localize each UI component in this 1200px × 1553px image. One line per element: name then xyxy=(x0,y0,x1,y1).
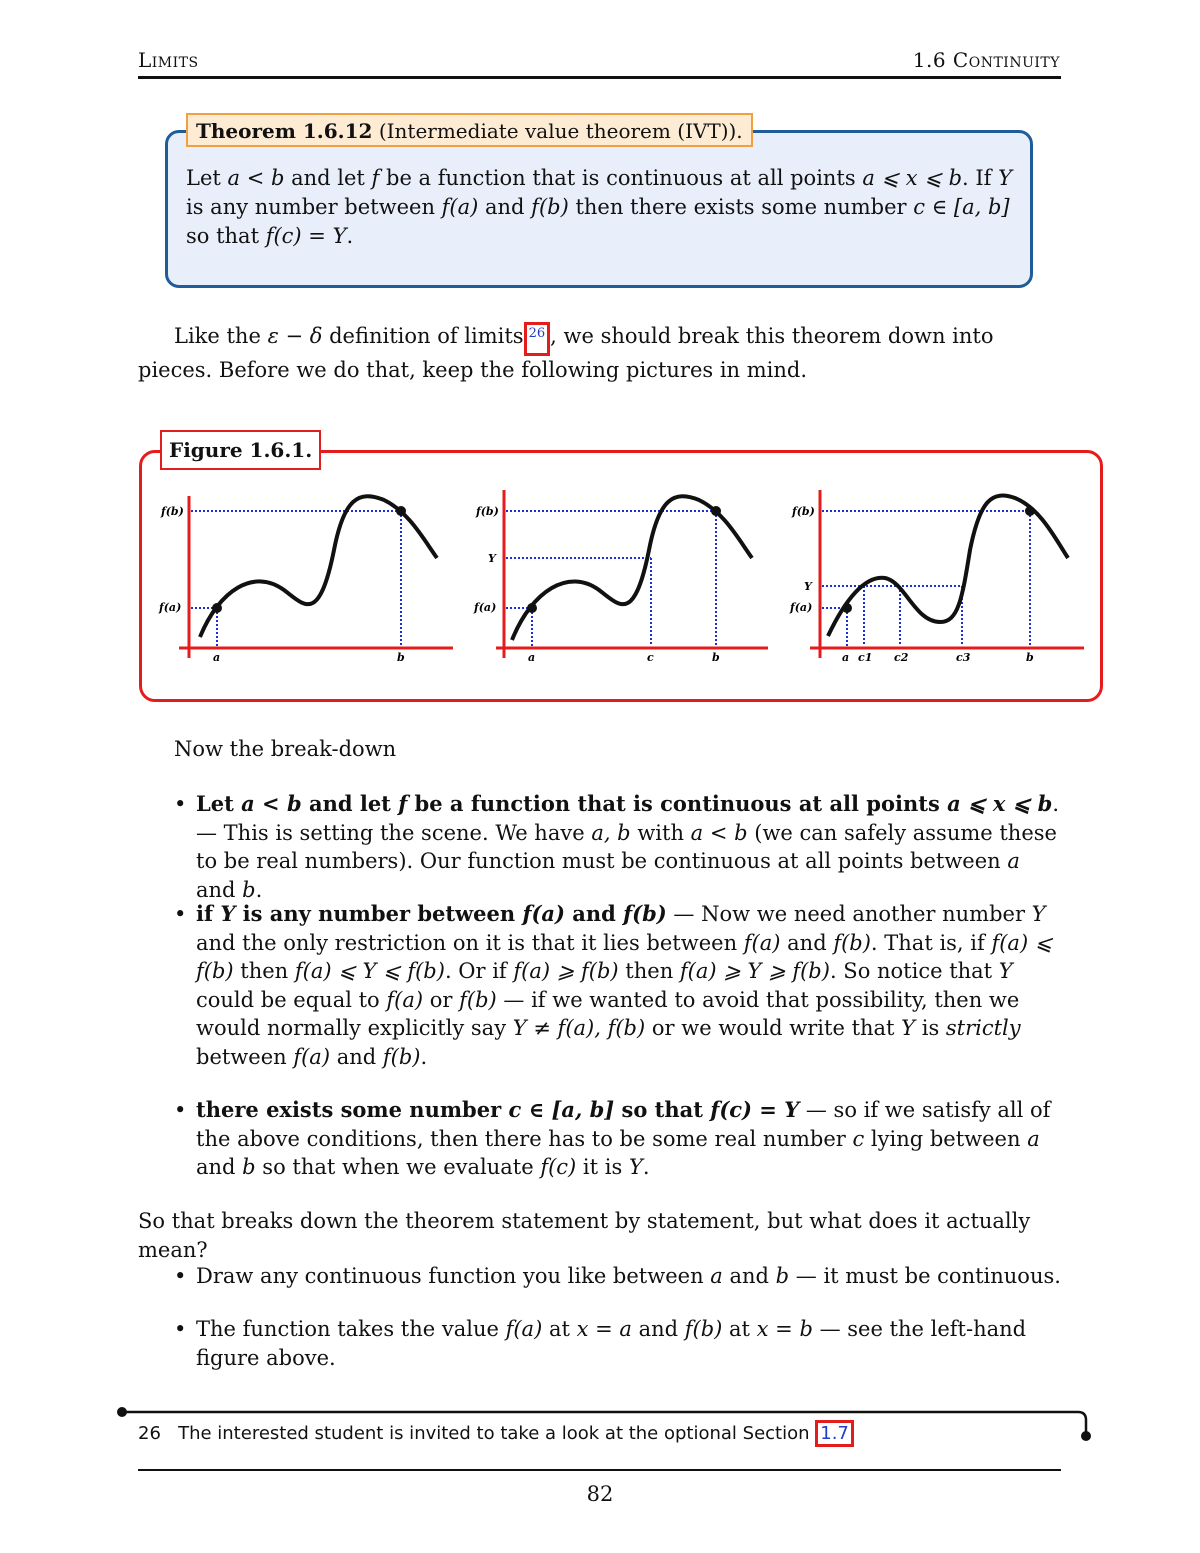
label-a: a xyxy=(528,651,536,664)
math: f(a) ⩾ f(b) xyxy=(513,959,619,983)
text: and xyxy=(196,877,243,902)
emphasis: strictly xyxy=(945,1016,1021,1040)
text: — so if we satisfy all of the above conditions, then there has to be some real number xyxy=(196,1098,1051,1151)
label-fb: f(b) xyxy=(476,505,499,518)
footer-rule xyxy=(138,1469,1061,1471)
text: — it must be continuous. xyxy=(789,1264,1061,1288)
text: The function takes the value xyxy=(196,1317,506,1341)
label-a: a xyxy=(213,651,221,664)
point-a xyxy=(212,603,222,613)
text: lying between xyxy=(864,1126,1028,1151)
math: ε − δ xyxy=(267,324,323,348)
math: f(a) xyxy=(293,1044,331,1069)
text: and xyxy=(478,195,532,219)
text: and let xyxy=(301,791,399,816)
math: f(a) ⩽ f(b) xyxy=(196,930,1053,983)
text: and the only restriction on it is that it lies between xyxy=(196,930,744,955)
text: between xyxy=(196,1044,294,1069)
text: . xyxy=(420,1044,428,1069)
running-header-chapter: Limits xyxy=(138,48,199,72)
math: f(b) xyxy=(531,195,569,219)
label-b: b xyxy=(712,651,720,664)
math: Y xyxy=(901,1016,916,1040)
text: and xyxy=(564,901,624,926)
paragraph-intro xyxy=(138,322,1062,385)
label-fb: f(b) xyxy=(792,505,815,518)
text: then xyxy=(233,959,295,983)
text: be a function that is continuous at all points xyxy=(407,791,948,816)
text: and xyxy=(330,1044,383,1069)
math: Y xyxy=(1031,902,1046,926)
math: c xyxy=(852,1126,865,1151)
math: f(c) = Y xyxy=(265,224,347,248)
text: then xyxy=(618,959,680,983)
math: f(c) = Y xyxy=(710,1097,800,1122)
label-b: b xyxy=(1026,651,1034,664)
bullet-icon: • xyxy=(174,902,187,926)
text: or xyxy=(423,987,460,1012)
math: c ∈ [a, b] xyxy=(913,195,1010,219)
math: a xyxy=(227,166,241,190)
text: Let xyxy=(186,166,228,190)
math: Y xyxy=(220,901,236,926)
text: Let xyxy=(196,791,242,816)
math: f(c) xyxy=(540,1155,577,1179)
math: f(b) xyxy=(833,930,871,955)
text: — Now we need another number xyxy=(666,902,1032,926)
point-b xyxy=(1025,506,1035,516)
math: f(a) xyxy=(505,1317,543,1341)
bullet-icon: • xyxy=(174,1098,187,1122)
text: and xyxy=(780,930,834,955)
footnote xyxy=(138,1423,854,1444)
text: it is xyxy=(576,1155,629,1179)
math: b xyxy=(775,1264,790,1288)
text: so that xyxy=(614,1097,711,1122)
math: f(b) xyxy=(382,1044,421,1069)
text: — if we wanted to avoid that possibility, then we would normally explicitly say xyxy=(196,987,1020,1040)
footnote-link[interactable]: 26 xyxy=(524,322,551,356)
math: Y ≠ f(a), f(b) xyxy=(512,1016,646,1040)
label-fa: f(a) xyxy=(159,601,182,614)
math: f(a) xyxy=(441,195,479,219)
text: and let xyxy=(284,166,372,190)
text: is any number between xyxy=(235,901,523,926)
math: x = a xyxy=(576,1317,632,1341)
figure-label xyxy=(160,430,321,470)
text: . That is, if xyxy=(870,930,992,955)
header-rule xyxy=(138,76,1061,79)
text: . So notice that xyxy=(829,959,999,983)
panel-2 xyxy=(473,490,768,664)
math: f(a) ⩾ Y ⩾ f(b) xyxy=(679,959,830,983)
math: b xyxy=(242,877,256,902)
text: so that xyxy=(186,224,266,248)
text: . — This is setting the scene. We have xyxy=(196,792,1060,845)
label-fa: f(a) xyxy=(474,601,497,614)
text: so that when we evaluate xyxy=(255,1155,541,1179)
text: . xyxy=(255,877,263,902)
text: Like the xyxy=(174,324,268,348)
math: f(a) xyxy=(522,901,565,926)
text: , we should break this theorem down into pieces. Before we do that, keep the following pictures in mind. xyxy=(138,324,994,382)
math: f(a) xyxy=(743,930,781,955)
text: (we can safely assume these to be real numbers). Our function must be continuous at all points between xyxy=(196,820,1057,873)
paragraph-breakdown: Now the break-down xyxy=(174,737,397,761)
text: definition of limits xyxy=(322,324,524,348)
panel-1 xyxy=(158,496,453,664)
math: b xyxy=(242,1155,256,1179)
math: a xyxy=(1027,1126,1040,1151)
text: . xyxy=(642,1155,650,1179)
text: is xyxy=(915,1016,946,1040)
math: f xyxy=(371,166,380,190)
label-a: a xyxy=(842,651,850,664)
text: . If xyxy=(962,166,999,190)
math: a ⩽ x ⩽ b xyxy=(862,166,963,190)
text: at xyxy=(722,1317,757,1341)
text: then there exists some number xyxy=(568,195,914,219)
math: f(b) xyxy=(684,1317,723,1341)
math: c ∈ [a, b] xyxy=(508,1097,615,1122)
text: . xyxy=(346,224,354,248)
math: a, b xyxy=(591,820,631,845)
text: be a function that is continuous at all points xyxy=(379,166,863,190)
text: if xyxy=(196,901,221,926)
point-a xyxy=(842,603,852,613)
text: < xyxy=(240,166,271,190)
math: x = b xyxy=(756,1317,813,1341)
point-b xyxy=(711,506,721,516)
bullet-icon: • xyxy=(174,1317,187,1341)
figure-number: Figure 1.6.1. xyxy=(169,438,313,462)
math: a < b xyxy=(690,820,748,845)
text: is any number between xyxy=(186,195,442,219)
label-c2: c2 xyxy=(894,651,909,664)
math: Y xyxy=(628,1155,643,1179)
theorem-statement xyxy=(186,164,1016,251)
math: b xyxy=(270,166,285,190)
bullet-icon: • xyxy=(174,792,187,816)
text: — see the left-hand figure above. xyxy=(196,1317,1027,1370)
label-c1: c1 xyxy=(858,651,873,664)
text: could be equal to xyxy=(196,987,387,1012)
text: or we would write that xyxy=(645,1016,902,1040)
paragraph-meaning: So that breaks down the theorem statement by statement, but what does it actually mean? xyxy=(138,1209,1031,1262)
math: Y xyxy=(998,166,1012,190)
text: with xyxy=(630,820,691,845)
point-b xyxy=(396,506,406,516)
theorem-number: Theorem 1.6.12 xyxy=(196,119,373,143)
panel-3 xyxy=(789,490,1084,664)
math: f(a) xyxy=(386,987,424,1012)
text: there exists some number xyxy=(196,1097,509,1122)
text: . Or if xyxy=(444,959,514,983)
math: f xyxy=(398,791,408,816)
text: at xyxy=(542,1317,577,1341)
bullet-icon: • xyxy=(174,1264,187,1288)
text: and xyxy=(196,1155,243,1179)
footnote-number: 26 xyxy=(138,1423,161,1444)
math: f(a) ⩽ Y ⩽ f(b) xyxy=(294,959,445,983)
frame-dot-icon xyxy=(1081,1431,1091,1441)
text: and xyxy=(722,1264,776,1288)
label-y: Y xyxy=(804,580,812,593)
math: a xyxy=(1007,849,1020,873)
label-fb: f(b) xyxy=(161,505,184,518)
label-c3: c3 xyxy=(956,651,971,664)
theorem-title: (Intermediate value theorem (IVT)). xyxy=(372,119,743,143)
label-fa: f(a) xyxy=(790,601,813,614)
running-header-section: 1.6 Continuity xyxy=(912,48,1060,72)
section-link[interactable]: 1.7 xyxy=(815,1420,854,1447)
footnote-text: The interested student is invited to take a look at the optional Section xyxy=(178,1423,816,1444)
label-b: b xyxy=(397,651,405,664)
figure-graphs xyxy=(139,450,1103,702)
math: a xyxy=(710,1264,723,1288)
math: a < b xyxy=(241,791,302,816)
text: Draw any continuous function you like between xyxy=(196,1264,711,1288)
math: a ⩽ x ⩽ b xyxy=(947,791,1053,816)
math: Y xyxy=(998,959,1013,983)
theorem-label xyxy=(186,113,753,147)
math: f(b) xyxy=(623,901,667,926)
label-c: c xyxy=(647,651,654,664)
page-number: 82 xyxy=(586,1482,614,1506)
math: f(b) xyxy=(459,987,497,1012)
text: and xyxy=(631,1317,685,1341)
label-y: Y xyxy=(488,552,496,565)
point-a xyxy=(527,603,537,613)
